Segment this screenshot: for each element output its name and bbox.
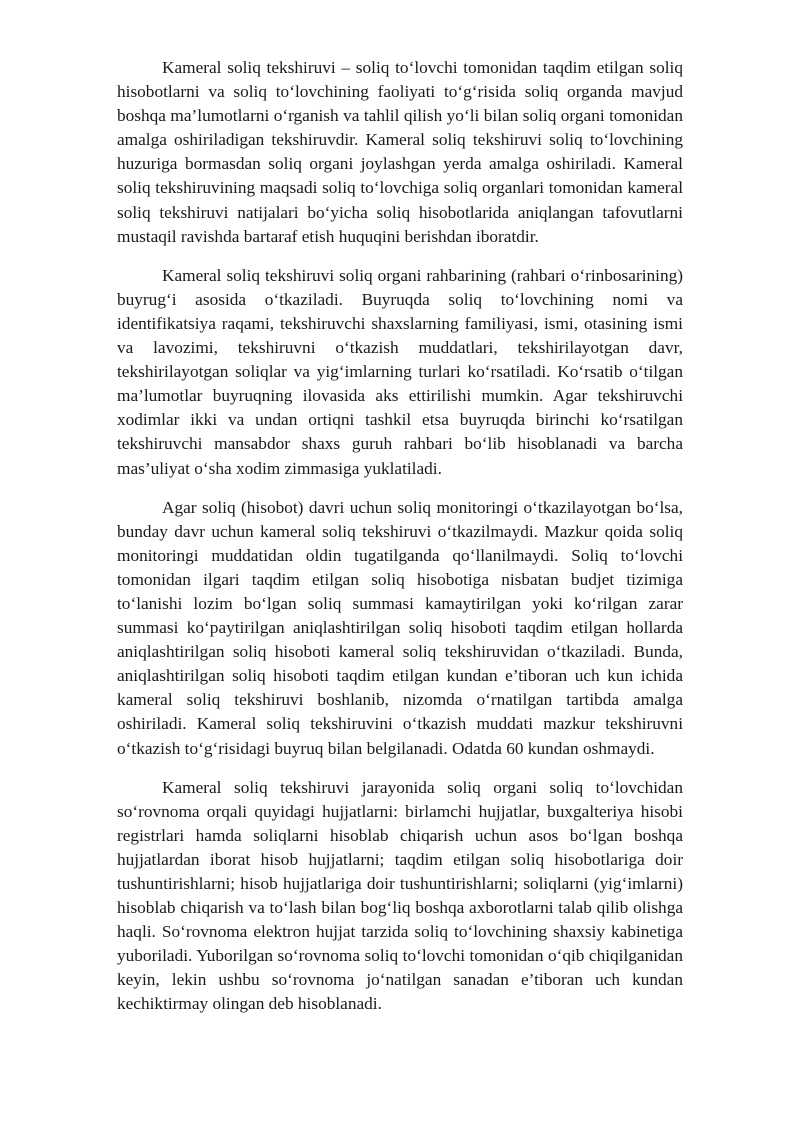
paragraph-soliq-monitoringi: Agar soliq (hisobot) davri uchun soliq monitoringi o‘tkazilayotgan bo‘lsa, bunday davr uchun kameral soliq tekshiruvi o‘tkazilmaydi. Mazkur qoida soliq monitoringi muddatidan oldin tugatilganda qo‘llanilmaydi. Soliq to‘lovchi tomonidan ilgari taqdim etilgan soliq hisobotiga nisbatan budjet tizimiga to‘lanishi lozim bo‘lgan soliq summasi kamaytirilgan yoki ko‘rilgan zarar summasi ko‘paytirilgan aniqlashtirilgan soliq hisoboti taqdim etilgan hollarda aniqlashtirilgan soliq hisoboti kameral soliq tekshiruvidan o‘tkaziladi. Bunda, aniqlashtirilgan soliq hisoboti taqdim etilgan kundan e’tiboran uch kun ichida kameral soliq tekshiruvi boshlanib, nizomda o‘rnatilgan tartibda amalga oshiriladi. Kameral soliq tekshiruvini o‘tkazish muddati mazkur tekshiruvni o‘tkazish to‘g‘risidagi buyruq bilan belgilanadi. Odatda 60 kundan oshmaydi. [117,497,683,758]
paragraph-buyruq: Kameral soliq tekshiruvi soliq organi rahbarining (rahbari o‘rinbosarining) buyrug‘i asosida o‘tkaziladi. Buyruqda soliq to‘lovchining nomi va identifikatsiya raqami, tekshiruvchi shaxslarning familiyasi, ismi, otasining ismi va lavozimi, tekshiruvni o‘tkazish muddatlari, tekshirilayotgan davr, tekshirilayotgan soliqlar va yig‘imlarning turlari ko‘rsatiladi. Ko‘rsatib o‘tilgan ma’lumotlar buyruqning ilovasida aks ettirilishi mumkin. Agar tekshiruvchi xodimlar ikki va undan ortiqni tashkil etsa buyruqda birinchi ko‘rsatilgan tekshiruvchi mansabdor shaxs guruh rahbari bo‘lib hisoblanadi va barcha mas’uliyat o‘sha xodim zimmasiga yuklatiladi. [117,265,683,478]
paragraph-kameral-definition: Kameral soliq tekshiruvi – soliq to‘lovchi tomonidan taqdim etilgan soliq hisobotlarni va soliq to‘lovchining faoliyati to‘g‘risida soliq organda mavjud boshqa ma’lumotlarni o‘rganish va tahlil qilish yo‘li bilan soliq organi tomonidan amalga oshiriladigan tekshiruvdir. Kameral soliq tekshiruvi soliq to‘lovchining huzuriga bormasdan soliq organi joylashgan yerda amalga oshiriladi. Kameral soliq tekshiruvining maqsadi soliq to‘lovchiga soliq organlari tomonidan kameral soliq tekshiruvi natijalari bo‘yicha soliq hisobotlarida aniqlangan tafovutlarni mustaqil ravishda bartaraf etish huquqini berishdan iboratdir. [117,58,683,246]
document-body [117,56,683,1017]
paragraph-sorovnoma: Kameral soliq tekshiruvi jarayonida soliq organi soliq to‘lovchidan so‘rovnoma orqali quyidagi hujjatlarni: birlamchi hujjatlar, buxgalteriya hisobi registrlari hamda soliqlarni hisoblab chiqarish uchun asos bo‘lgan boshqa hujjatlardan iborat hisob hujjatlarni; taqdim etilgan soliq hisobotlariga doir tushuntirishlarni; hisob hujjatlariga doir tushuntirishlarni; soliqlarni (yig‘imlarni) hisoblab chiqarish va to‘lash bilan bog‘liq boshqa axborotlarni talab qilib olishga haqli. So‘rovnoma elektron hujjat tarzida soliq to‘lovchining shaxsiy kabinetiga yuboriladi. Yuborilgan so‘rovnoma soliq to‘lovchi tomonidan o‘qib chiqilganidan keyin, lekin ushbu so‘rovnoma jo‘natilgan sanadan e’tiboran uch kundan kechiktirmay olingan deb hisoblanadi. [117,777,683,1014]
